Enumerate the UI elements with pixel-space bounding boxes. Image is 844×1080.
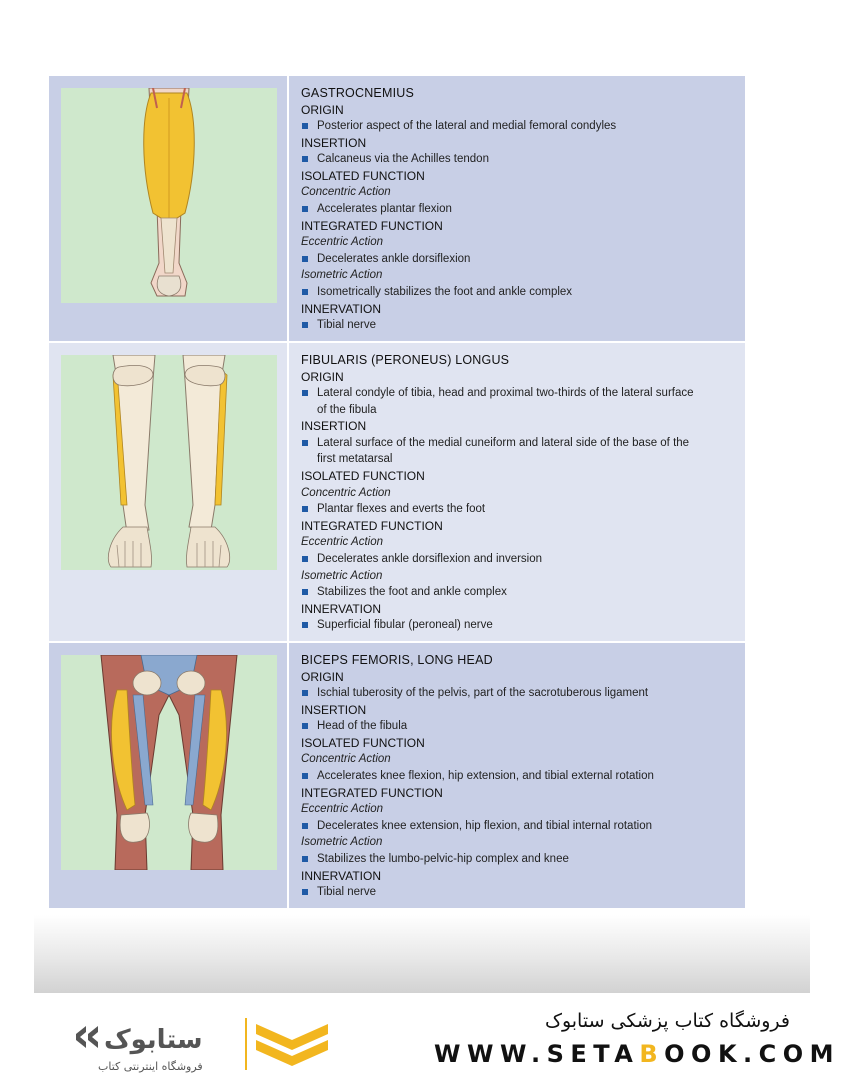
insertion-heading: INSERTION [301, 702, 367, 717]
isometric-text: Stabilizes the lumbo-pelvic-hip complex and knee [301, 851, 745, 868]
eccentric-text: Decelerates knee extension, hip flexion, and tibial internal rotation [301, 818, 745, 835]
concentric-action-label: Concentric Action [301, 186, 391, 199]
insertion-text: Lateral surface of the medial cuneiform and lateral side of the base of the first metatarsal [301, 435, 745, 468]
insertion-heading: INSERTION [301, 419, 367, 434]
logo-subtitle: فروشگاه اینترنتی کتاب [98, 1060, 203, 1073]
origin-text: Ischial tuberosity of the pelvis, part of the sacrotuberous ligament [301, 685, 745, 702]
isometric-action-label: Isometric Action [301, 269, 383, 282]
eccentric-action-label: Eccentric Action [301, 536, 384, 549]
image-cell [49, 643, 289, 908]
isolated-function-text: Plantar flexes and everts the foot [301, 501, 745, 518]
isometric-action-label: Isometric Action [301, 569, 383, 582]
thighs-posterior-icon [61, 655, 277, 870]
muscle-title: BICEPS FEMORIS, LONG HEAD [301, 653, 493, 667]
muscle-row-biceps-femoris [49, 643, 745, 908]
eccentric-text: Decelerates ankle dorsiflexion [301, 251, 745, 268]
integrated-function-heading: INTEGRATED FUNCTION [301, 785, 443, 800]
page-shadow [34, 915, 810, 993]
logo-wordmark: ستابوک [104, 1025, 203, 1055]
isometric-text: Isometrically stabilizes the foot and ankle complex [301, 284, 745, 301]
innervation-text: Tibial nerve [301, 317, 745, 334]
lower-leg-posterior-icon [61, 88, 277, 303]
innervation-text: Tibial nerve [301, 884, 745, 901]
isolated-function-heading: ISOLATED FUNCTION [301, 469, 425, 484]
eccentric-action-label: Eccentric Action [301, 236, 384, 249]
insertion-text: Calcaneus via the Achilles tendon [301, 151, 745, 168]
insertion-text: Head of the fibula [301, 718, 745, 735]
insertion-heading: INSERTION [301, 135, 367, 150]
fibularis-illustration [61, 355, 277, 570]
lower-legs-anterior-icon [61, 355, 277, 570]
isolated-function-heading: ISOLATED FUNCTION [301, 735, 425, 750]
setabook-logo [70, 1012, 340, 1074]
origin-text: Posterior aspect of the lateral and medial femoral condyles [301, 118, 745, 135]
origin-heading: ORIGIN [301, 369, 344, 384]
origin-heading: ORIGIN [301, 669, 344, 684]
innervation-heading: INNERVATION [301, 868, 382, 883]
innervation-text: Superficial fibular (peroneal) nerve [301, 617, 745, 634]
muscle-title: FIBULARIS (PERONEUS) LONGUS [301, 353, 510, 367]
innervation-heading: INNERVATION [301, 601, 382, 616]
gastrocnemius-illustration [61, 88, 277, 303]
integrated-function-heading: INTEGRATED FUNCTION [301, 518, 443, 533]
eccentric-text: Decelerates ankle dorsiflexion and inversion [301, 551, 745, 568]
innervation-heading: INNERVATION [301, 301, 382, 316]
biceps-femoris-illustration [61, 655, 277, 870]
text-cell [289, 343, 745, 641]
integrated-function-heading: INTEGRATED FUNCTION [301, 218, 443, 233]
setabook-logo-icon [70, 1012, 340, 1074]
muscle-row-gastrocnemius [49, 76, 745, 341]
isometric-text: Stabilizes the foot and ankle complex [301, 584, 745, 601]
image-cell [49, 343, 289, 641]
store-url[interactable]: WWW.SETABOOK.COM [434, 1040, 841, 1068]
isometric-action-label: Isometric Action [301, 836, 383, 849]
text-cell [289, 643, 745, 908]
origin-text: Lateral condyle of tibia, head and proximal two-thirds of the lateral surface of the fibula [301, 385, 745, 418]
isolated-function-heading: ISOLATED FUNCTION [301, 168, 425, 183]
eccentric-action-label: Eccentric Action [301, 803, 384, 816]
concentric-action-label: Concentric Action [301, 753, 391, 766]
isolated-function-text: Accelerates plantar flexion [301, 201, 745, 218]
isolated-function-text: Accelerates knee flexion, hip extension, and tibial external rotation [301, 768, 745, 785]
image-cell [49, 76, 289, 341]
left-leg [108, 355, 155, 567]
origin-heading: ORIGIN [301, 102, 344, 117]
text-cell [289, 76, 745, 341]
concentric-action-label: Concentric Action [301, 486, 391, 499]
store-name: فروشگاه کتاب پزشکی ستابوک [544, 1010, 790, 1032]
muscle-title: GASTROCNEMIUS [301, 86, 415, 100]
muscle-row-fibularis-longus [49, 343, 745, 641]
right-leg [183, 355, 230, 567]
